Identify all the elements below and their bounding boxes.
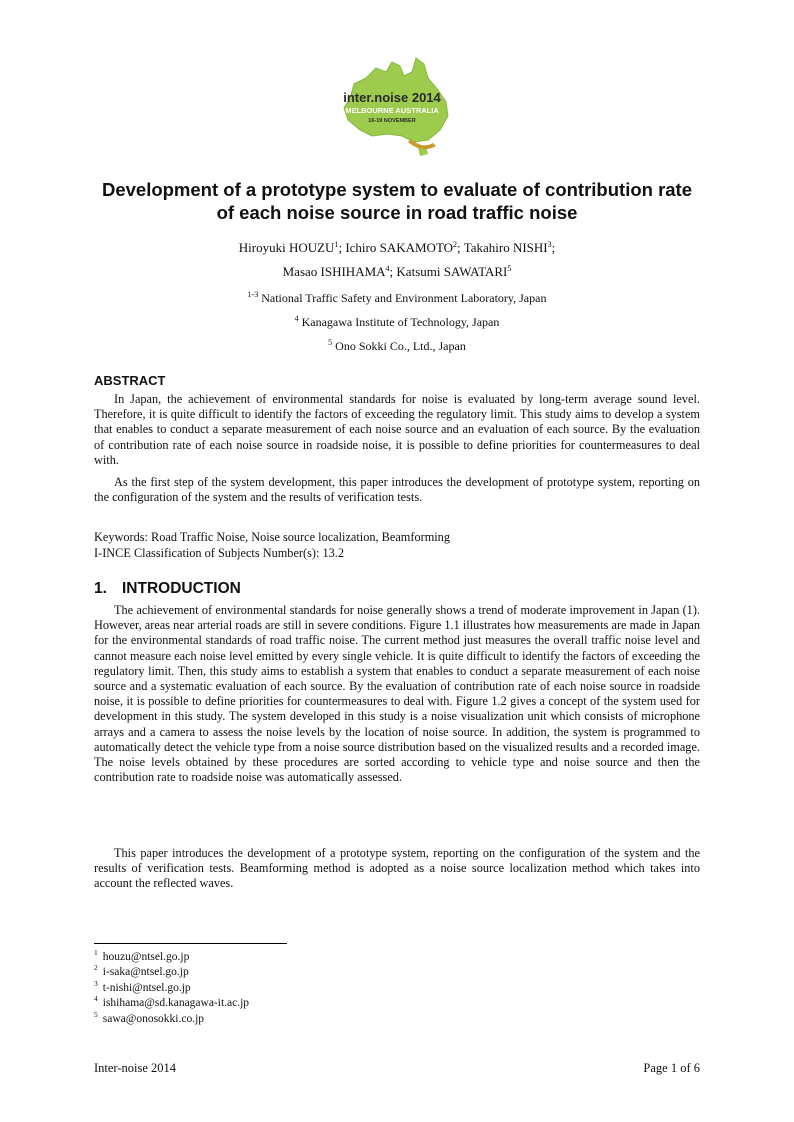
author-line-1 (60, 240, 734, 256)
affiliation-text: National Traffic Safety and Environment Laboratory, Japan (261, 291, 547, 305)
paper-title (60, 178, 734, 224)
author-name: Takahiro NISHI (463, 240, 548, 255)
footer-page-number: Page 1 of 6 (643, 1061, 700, 1075)
footnote-rule (94, 943, 287, 944)
author-name: Katsumi SAWATARI (396, 264, 508, 279)
footnote-email: t-nishi@ntsel.go.jp (102, 981, 191, 994)
author-sup: 4 (385, 264, 390, 273)
author-sup: 2 (453, 240, 458, 249)
author-separator: ; (551, 240, 556, 255)
author-name: Ichiro SAKAMOTO (345, 240, 454, 255)
footnote-email: i-saka@ntsel.go.jp (102, 966, 189, 979)
author-sup: 3 (547, 240, 552, 249)
footnote (94, 1009, 249, 1027)
logo-line2: MELBOURNE AUSTRALIA (345, 106, 439, 115)
introduction-heading (94, 580, 241, 598)
abstract-heading: ABSTRACT (94, 373, 166, 388)
logo-line3: 16-19 NOVEMBER (368, 118, 416, 124)
author-sup: 5 (507, 264, 512, 273)
footnote (94, 978, 249, 996)
introduction-paragraph-1: The achievement of environmental standards for noise generally shows a trend of moderate improvement in Japan (1). However, areas near arterial roads are still in severe conditions. Figure 1.1 illustrates how measurements are made in Japan for the environmental standards of road traffic noise. The current method just measures the overall traffic noise level and cannot measure each noise level emitted by every single vehicle. It is quite difficult to identify the factors of exceeding the regulatory limit. Then, this study aims to establish a system that enables to conduct a separate measurement of each noise source and a systematic evaluation of each source. By the evaluation of contribution rate of each noise source in roadside noise, it is possible to define priorities for countermeasures to deal with. Figure 1.2 gives a concept of the system used for development in this study. The system developed in this study is a noise visualization unit which consists of microphone arrays and a camera to assess the noise levels by the location of noise source. In addition, the system is programmed to automatically detect the vehicle type from a noise source distribution based on the visualized results and a recorded image. The noise levels obtained by these procedures are sorted according to vehicle type and noise source and then the contribution rate to roadside noise was automatically assessed. (94, 603, 700, 785)
author-name: Hiroyuki HOUZU (238, 240, 335, 255)
author-separator: ; (457, 240, 464, 255)
section-title: INTRODUCTION (122, 580, 241, 597)
footnote-sup: 2 (94, 963, 98, 973)
logo-line1: inter.noise 2014 (343, 90, 441, 105)
footnote (94, 965, 249, 980)
author-name: Masao ISHIHAMA (282, 264, 386, 279)
abstract-paragraph-2: As the first step of the system development, this paper introduces the development of prototype system, reporting on the configuration of the system and the results of verification tests. (94, 475, 700, 505)
footnote-email: sawa@onosokki.co.jp (102, 1012, 205, 1025)
footer-conference: Inter-noise 2014 (94, 1061, 177, 1075)
affiliation-sup: 1-3 (247, 290, 259, 299)
title-line-2: of each noise source in road traffic noise (216, 202, 578, 223)
footnote (94, 996, 249, 1011)
footnote-sup: 3 (94, 978, 98, 988)
introduction-paragraph-2: This paper introduces the development of a prototype system, reporting on the configuration of the system and the results of verification tests. Beamforming method is adopted as a noise source localization method which takes into account the reflected waves. (94, 846, 700, 891)
affiliation-text: Kanagawa Institute of Technology, Japan (301, 315, 500, 329)
footnote-sup: 1 (94, 948, 98, 957)
title-line-1: Development of a prototype system to evaluate of contribution rate (101, 179, 693, 200)
footnotes (94, 950, 249, 1027)
author-separator: ; (338, 240, 346, 255)
conference-logo (332, 50, 458, 160)
affiliation-2 (60, 314, 734, 330)
affiliation-text: Ono Sokki Co., Ltd., Japan (335, 339, 466, 353)
author-sup: 1 (334, 240, 339, 249)
footnote-email: ishihama@sd.kanagawa-it.ac.jp (102, 997, 250, 1010)
author-separator: ; (389, 264, 397, 279)
footnote-email: houzu@ntsel.go.jp (102, 951, 190, 963)
classification: I-INCE Classification of Subjects Number(s): 13.2 (94, 546, 344, 560)
author-line-2 (60, 264, 734, 280)
affiliation-1 (60, 290, 734, 306)
footnote-sup: 4 (94, 994, 98, 1004)
affiliation-sup: 5 (328, 338, 333, 347)
section-number: 1. (94, 580, 107, 597)
footnote-sup: 5 (94, 1009, 98, 1019)
affiliation-3 (60, 338, 734, 354)
keywords: Keywords: Road Traffic Noise, Noise source localization, Beamforming (94, 530, 450, 544)
abstract-paragraph-1: In Japan, the achievement of environmental standards for noise is evaluated by long-term average sound level. Therefore, it is quite difficult to identify the factors of exceeding the regulatory limit. This study aims to develop a system that enables to conduct a separate measurement of each noise source and an evaluation of each source. By the evaluation of contribution rate of each noise source in roadside noise, it is possible to define priorities for countermeasures to deal with. (94, 392, 700, 467)
footnote (94, 950, 249, 965)
affiliation-sup: 4 (294, 314, 299, 323)
